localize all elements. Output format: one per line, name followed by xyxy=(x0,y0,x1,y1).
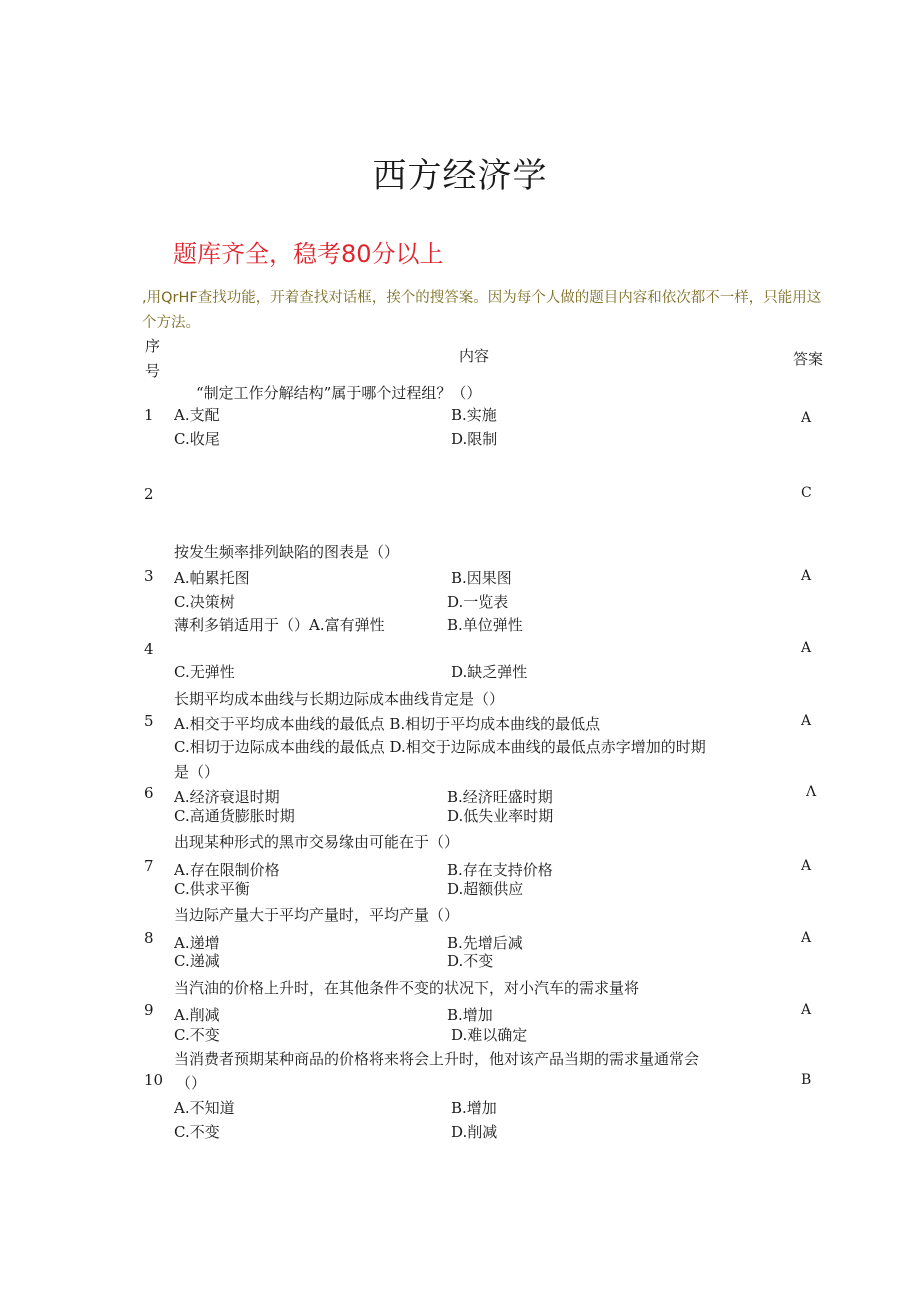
question-5-stem: 长期平均成本曲线与长期边际成本曲线肯定是（） xyxy=(174,690,505,708)
question-8-option-c: C.递减 xyxy=(174,952,220,970)
question-5-options-cd: C.相切于边际成本曲线的最低点 D.相交于边际成本曲线的最低点赤字增加的时期 xyxy=(174,738,706,756)
question-7-option-c: C.供求平衡 xyxy=(174,880,250,898)
question-5-answer: A xyxy=(801,713,812,729)
question-6-stem: 是（） xyxy=(174,763,220,781)
question-9-option-a: A.削减 xyxy=(174,1006,220,1024)
question-4-option-d: D.缺乏弹性 xyxy=(451,663,528,681)
question-7-option-d: D.超额供应 xyxy=(447,880,524,898)
document-subtitle: 题库齐全，稳考80分以上 xyxy=(173,240,444,268)
question-8-answer: A xyxy=(801,930,812,946)
question-1-stem: “制定工作分解结构”属于哪个过程组？（） xyxy=(196,384,482,402)
question-4-number: 4 xyxy=(144,640,154,658)
question-10-answer: B xyxy=(801,1072,812,1088)
question-3-option-a: A.帕累托图 xyxy=(174,569,250,587)
question-10-option-d: D.削减 xyxy=(451,1123,498,1141)
question-3-answer: A xyxy=(801,568,812,584)
question-3-stem: 按发生频率排列缺陷的图表是（） xyxy=(174,543,400,561)
question-8-stem: 当边际产量大于平均产量时，平均产量（） xyxy=(174,906,460,924)
question-7-stem: 出现某种形式的黑市交易缘由可能在于（） xyxy=(174,833,460,851)
question-6-option-a: A.经济衰退时期 xyxy=(174,788,280,806)
instruction-note: ,用QrHF查找功能，开着查找对话框，挨个的搜答案。因为每个人做的题目内容和依次都不一样，只能用这个方法。 xyxy=(142,290,822,331)
header-index-2: 号 xyxy=(145,362,161,380)
question-8-option-d: D.不变 xyxy=(447,952,494,970)
question-9-answer: A xyxy=(801,1002,812,1018)
question-10-number: 10 xyxy=(144,1071,164,1089)
question-4-stem: 薄利多销适用于（）A.富有弹性 xyxy=(174,616,385,634)
question-3-option-d: D.一览表 xyxy=(447,593,509,611)
question-4-answer: A xyxy=(801,640,812,656)
question-9-option-c: C.不变 xyxy=(174,1026,220,1044)
question-6-option-d: D.低失业率时期 xyxy=(447,807,554,825)
question-10-option-a: A.不知道 xyxy=(174,1099,235,1117)
header-answer: 答案 xyxy=(793,350,824,368)
question-10-stem: 当消费者预期某种商品的价格将来将会上升时，他对该产品当期的需求量通常会 xyxy=(174,1050,700,1068)
question-9-option-b: B.增加 xyxy=(447,1006,493,1024)
question-8-number: 8 xyxy=(144,929,154,947)
question-10-stem-continued: （） xyxy=(176,1074,207,1092)
question-6-number: 6 xyxy=(144,784,154,802)
question-6-answer: Λ xyxy=(806,784,817,800)
question-7-option-a: A.存在限制价格 xyxy=(174,861,280,879)
question-3-option-b: B.因果图 xyxy=(451,569,512,587)
question-1-answer: A xyxy=(801,410,812,426)
question-8-option-a: A.递增 xyxy=(174,934,220,952)
question-4-option-c: C.无弹性 xyxy=(174,663,235,681)
header-index-1: 序 xyxy=(145,337,161,355)
document-title: 西方经济学 xyxy=(372,156,548,196)
question-1-number: 1 xyxy=(144,406,154,424)
question-4-option-b: B.单位弹性 xyxy=(447,616,523,634)
header-content: 内容 xyxy=(459,347,490,365)
question-6-option-c: C.高通货膨胀时期 xyxy=(174,807,295,825)
question-10-option-c: C.不变 xyxy=(174,1123,220,1141)
question-5-number: 5 xyxy=(144,712,154,730)
question-1-option-c: C.收尾 xyxy=(174,430,220,448)
question-1-option-d: D.限制 xyxy=(451,430,498,448)
question-6-option-b: B.经济旺盛时期 xyxy=(447,788,553,806)
question-3-option-c: C.决策树 xyxy=(174,593,235,611)
question-9-stem: 当汽油的价格上升时，在其他条件不变的状况下，对小汽车的需求量将 xyxy=(174,979,640,997)
question-9-option-d: D.难以确定 xyxy=(451,1026,528,1044)
question-7-answer: A xyxy=(801,858,812,874)
question-10-option-b: B.增加 xyxy=(451,1099,497,1117)
question-9-number: 9 xyxy=(144,1001,154,1019)
question-2-answer: C xyxy=(801,485,812,501)
question-1-option-a: A.支配 xyxy=(174,406,220,424)
question-3-number: 3 xyxy=(144,567,154,585)
question-5-options-ab: A.相交于平均成本曲线的最低点 B.相切于平均成本曲线的最低点 xyxy=(174,715,601,733)
question-2-number: 2 xyxy=(144,485,154,503)
question-8-option-b: B.先增后减 xyxy=(447,934,523,952)
question-7-number: 7 xyxy=(144,857,154,875)
question-1-option-b: B.实施 xyxy=(451,406,497,424)
question-7-option-b: B.存在支持价格 xyxy=(447,861,553,879)
